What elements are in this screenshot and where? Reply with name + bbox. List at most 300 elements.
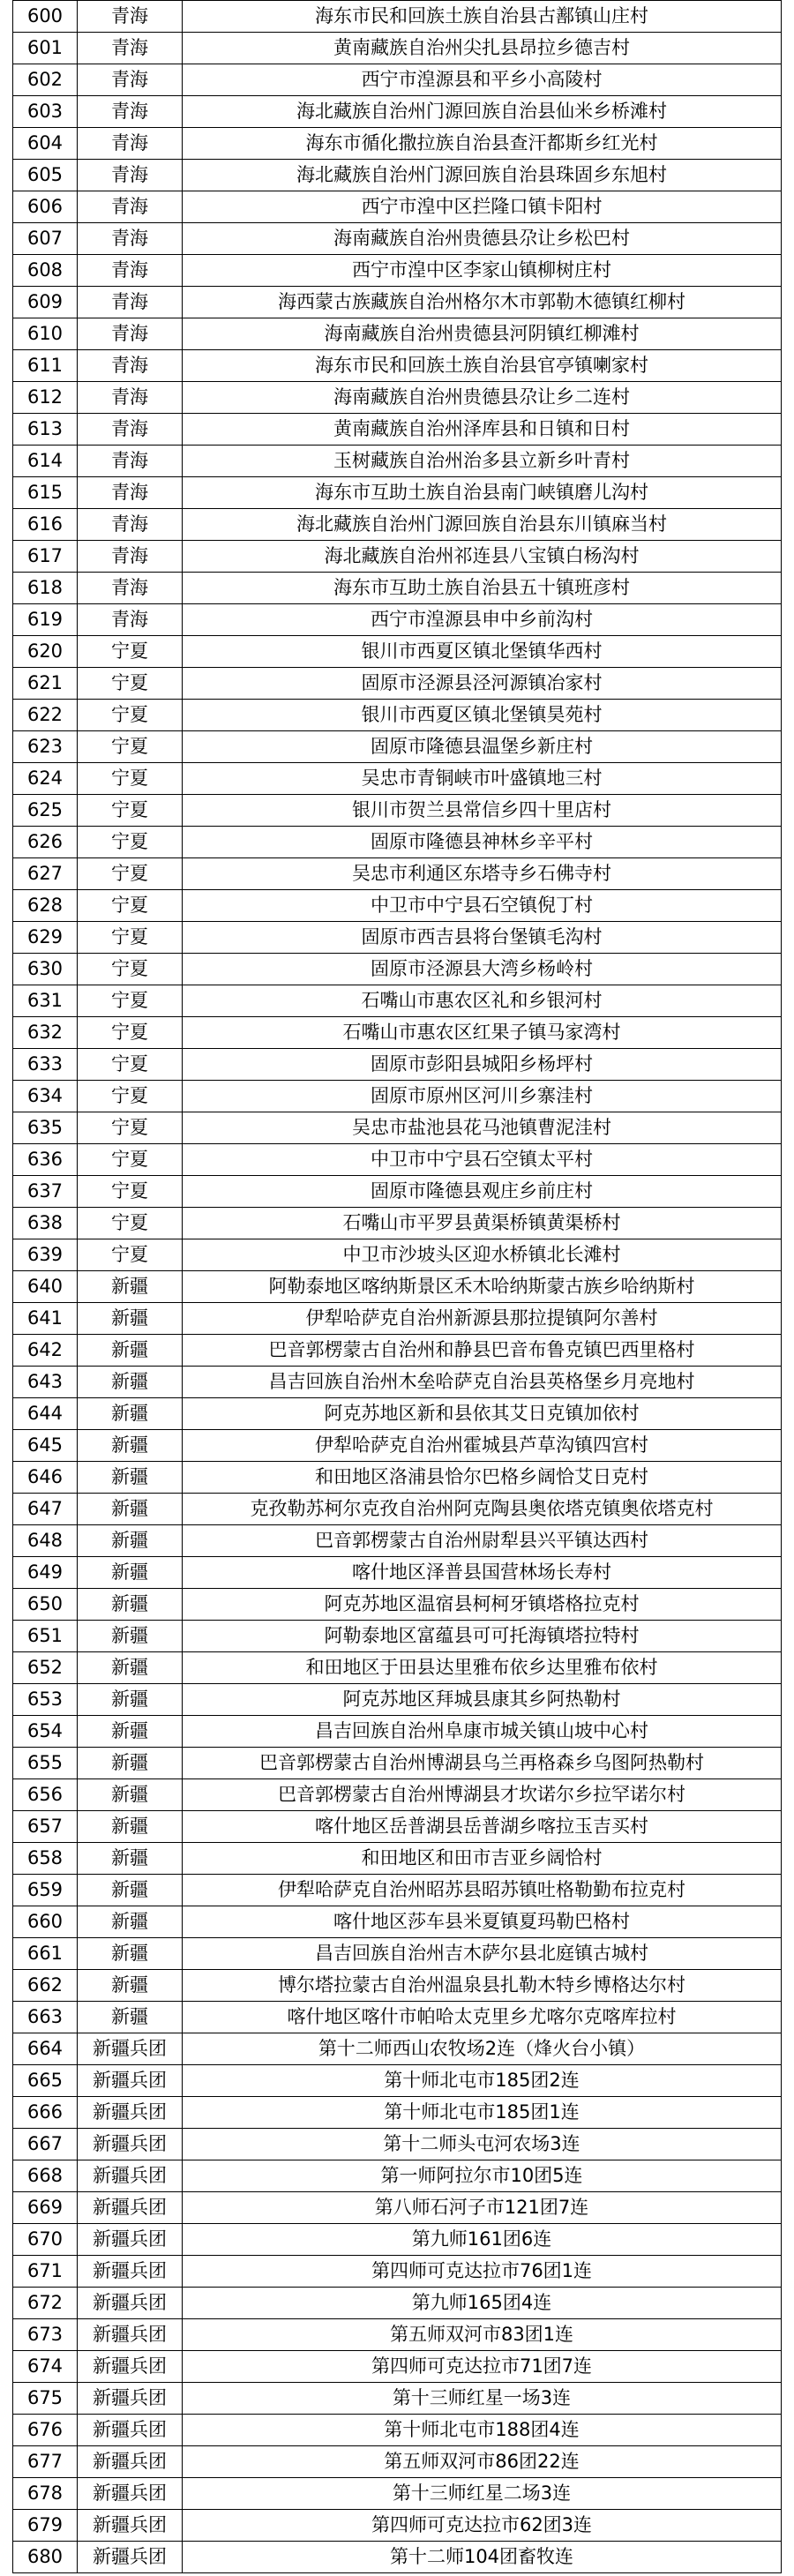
table-row	[13, 509, 782, 541]
table-row	[13, 1335, 782, 1367]
row-number: 616	[13, 509, 78, 541]
table-row	[13, 2256, 782, 2288]
row-province: 宁夏	[78, 763, 183, 795]
row-village-name: 巴音郭楞蒙古自治州博湖县才坎诺尔乡拉罕诺尔村	[183, 1779, 782, 1811]
row-village-name: 昌吉回族自治州吉木萨尔县北庭镇古城村	[183, 1938, 782, 1970]
row-village-name: 西宁市湟中区李家山镇柳树庄村	[183, 255, 782, 287]
row-village-name: 第五师双河市83团1连	[183, 2319, 782, 2351]
row-number: 656	[13, 1779, 78, 1811]
row-village-name: 第一师阿拉尔市10团5连	[183, 2160, 782, 2192]
table-row	[13, 1494, 782, 1525]
row-number: 651	[13, 1621, 78, 1652]
row-province: 新疆兵团	[78, 2383, 183, 2415]
row-number: 614	[13, 446, 78, 477]
row-number: 665	[13, 2065, 78, 2097]
table-row	[13, 1462, 782, 1494]
table-row	[13, 2383, 782, 2415]
table-row	[13, 922, 782, 954]
row-village-name: 海南藏族自治州贵德县尕让乡二连村	[183, 382, 782, 414]
table-row	[13, 2351, 782, 2383]
row-province: 宁夏	[78, 1144, 183, 1176]
table-row	[13, 2510, 782, 2542]
row-number: 643	[13, 1367, 78, 1398]
row-number: 629	[13, 922, 78, 954]
row-province: 青海	[78, 33, 183, 64]
row-number: 658	[13, 1843, 78, 1875]
row-province: 新疆	[78, 1938, 183, 1970]
row-number: 657	[13, 1811, 78, 1843]
row-province: 新疆	[78, 1843, 183, 1875]
table-row	[13, 954, 782, 985]
row-province: 青海	[78, 255, 183, 287]
row-province: 新疆兵团	[78, 2542, 183, 2573]
row-number: 674	[13, 2351, 78, 2383]
row-province: 新疆	[78, 1557, 183, 1589]
row-number: 653	[13, 1684, 78, 1716]
row-number: 627	[13, 858, 78, 890]
row-province: 新疆兵团	[78, 2097, 183, 2129]
row-province: 宁夏	[78, 668, 183, 700]
table-row	[13, 1017, 782, 1049]
table-row	[13, 1779, 782, 1811]
row-village-name: 喀什地区莎车县米夏镇夏玛勒巴格村	[183, 1906, 782, 1938]
row-village-name: 和田地区和田市吉亚乡阔恰村	[183, 1843, 782, 1875]
row-number: 603	[13, 96, 78, 128]
row-province: 青海	[78, 160, 183, 191]
row-number: 675	[13, 2383, 78, 2415]
table-row	[13, 763, 782, 795]
row-village-name: 吴忠市利通区东塔寺乡石佛寺村	[183, 858, 782, 890]
row-province: 宁夏	[78, 700, 183, 731]
row-village-name: 第十二师104团畜牧连	[183, 2542, 782, 2573]
row-province: 青海	[78, 573, 183, 604]
row-province: 宁夏	[78, 731, 183, 763]
row-number: 633	[13, 1049, 78, 1081]
row-province: 新疆	[78, 1970, 183, 2002]
table-row	[13, 2478, 782, 2510]
row-number: 606	[13, 191, 78, 223]
row-village-name: 伊犁哈萨克自治州新源县那拉提镇阿尔善村	[183, 1303, 782, 1335]
table-row	[13, 64, 782, 96]
row-province: 新疆	[78, 1684, 183, 1716]
row-village-name: 黄南藏族自治州尖扎县昂拉乡德吉村	[183, 33, 782, 64]
row-province: 新疆兵团	[78, 2033, 183, 2065]
row-village-name: 第十三师红星一场3连	[183, 2383, 782, 2415]
row-village-name: 固原市西吉县将台堡镇毛沟村	[183, 922, 782, 954]
row-province: 新疆	[78, 2002, 183, 2033]
row-number: 634	[13, 1081, 78, 1112]
row-province: 新疆	[78, 1462, 183, 1494]
table-row	[13, 1271, 782, 1303]
row-village-name: 海南藏族自治州贵德县河阴镇红柳滩村	[183, 318, 782, 350]
table-row	[13, 1811, 782, 1843]
row-village-name: 第五师双河市86团22连	[183, 2446, 782, 2478]
table-row	[13, 382, 782, 414]
row-number: 680	[13, 2542, 78, 2573]
table-row	[13, 1239, 782, 1271]
table-row	[13, 890, 782, 922]
row-village-name: 石嘴山市平罗县黄渠桥镇黄渠桥村	[183, 1208, 782, 1239]
row-village-name: 第九师165团4连	[183, 2288, 782, 2319]
row-village-name: 中卫市沙坡头区迎水桥镇北长滩村	[183, 1239, 782, 1271]
table-row	[13, 1, 782, 33]
row-village-name: 克孜勒苏柯尔克孜自治州阿克陶县奥依塔克镇奥依塔克村	[183, 1494, 782, 1525]
row-number: 655	[13, 1748, 78, 1779]
row-number: 636	[13, 1144, 78, 1176]
row-village-name: 石嘴山市惠农区红果子镇马家湾村	[183, 1017, 782, 1049]
row-number: 635	[13, 1112, 78, 1144]
row-village-name: 第八师石河子市121团7连	[183, 2192, 782, 2224]
table-row	[13, 636, 782, 668]
row-province: 青海	[78, 223, 183, 255]
row-number: 618	[13, 573, 78, 604]
row-number: 631	[13, 985, 78, 1017]
table-row	[13, 2097, 782, 2129]
row-number: 607	[13, 223, 78, 255]
row-number: 642	[13, 1335, 78, 1367]
row-number: 622	[13, 700, 78, 731]
table-row	[13, 414, 782, 446]
row-village-name: 阿克苏地区拜城县康其乡阿热勒村	[183, 1684, 782, 1716]
table-row	[13, 128, 782, 160]
row-village-name: 博尔塔拉蒙古自治州温泉县扎勒木特乡博格达尔村	[183, 1970, 782, 2002]
row-number: 615	[13, 477, 78, 509]
row-village-name: 巴音郭楞蒙古自治州和静县巴音布鲁克镇巴西里格村	[183, 1335, 782, 1367]
table-row	[13, 1049, 782, 1081]
row-province: 青海	[78, 541, 183, 573]
row-province: 新疆	[78, 1398, 183, 1430]
row-number: 640	[13, 1271, 78, 1303]
row-number: 654	[13, 1716, 78, 1748]
row-province: 宁夏	[78, 795, 183, 827]
row-number: 672	[13, 2288, 78, 2319]
table-row	[13, 477, 782, 509]
row-village-name: 吴忠市盐池县花马池镇曹泥洼村	[183, 1112, 782, 1144]
row-province: 新疆	[78, 1335, 183, 1367]
table-row	[13, 1748, 782, 1779]
row-village-name: 喀什地区岳普湖县岳普湖乡喀拉玉吉买村	[183, 1811, 782, 1843]
row-village-name: 昌吉回族自治州阜康市城关镇山坡中心村	[183, 1716, 782, 1748]
row-number: 648	[13, 1525, 78, 1557]
table-row	[13, 350, 782, 382]
row-number: 617	[13, 541, 78, 573]
row-village-name: 固原市原州区河川乡寨洼村	[183, 1081, 782, 1112]
table-row	[13, 1557, 782, 1589]
table-row	[13, 446, 782, 477]
row-number: 624	[13, 763, 78, 795]
row-province: 新疆兵团	[78, 2129, 183, 2160]
table-row	[13, 1875, 782, 1906]
table-row	[13, 827, 782, 858]
table-row	[13, 287, 782, 318]
row-village-name: 海北藏族自治州门源回族自治县仙米乡桥滩村	[183, 96, 782, 128]
row-province: 新疆兵团	[78, 2224, 183, 2256]
row-number: 663	[13, 2002, 78, 2033]
row-province: 宁夏	[78, 890, 183, 922]
row-province: 宁夏	[78, 1049, 183, 1081]
row-province: 青海	[78, 287, 183, 318]
row-number: 659	[13, 1875, 78, 1906]
row-province: 新疆	[78, 1652, 183, 1684]
row-village-name: 第四师可克达拉市71团7连	[183, 2351, 782, 2383]
row-number: 608	[13, 255, 78, 287]
row-province: 新疆兵团	[78, 2510, 183, 2542]
row-village-name: 固原市隆德县神林乡辛平村	[183, 827, 782, 858]
table-row	[13, 2319, 782, 2351]
table-row	[13, 1112, 782, 1144]
row-province: 宁夏	[78, 827, 183, 858]
row-village-name: 固原市泾源县泾河源镇冶家村	[183, 668, 782, 700]
table-row	[13, 2129, 782, 2160]
row-village-name: 海北藏族自治州门源回族自治县珠固乡东旭村	[183, 160, 782, 191]
table-row	[13, 668, 782, 700]
row-village-name: 银川市西夏区镇北堡镇华西村	[183, 636, 782, 668]
row-village-name: 和田地区洛浦县恰尔巴格乡阔恰艾日克村	[183, 1462, 782, 1494]
row-province: 青海	[78, 1, 183, 33]
table-row	[13, 1589, 782, 1621]
row-province: 宁夏	[78, 954, 183, 985]
table-row	[13, 1970, 782, 2002]
row-village-name: 海东市互助土族自治县五十镇班彦村	[183, 573, 782, 604]
table-row	[13, 318, 782, 350]
row-province: 新疆	[78, 1525, 183, 1557]
table-row	[13, 700, 782, 731]
row-village-name: 第九师161团6连	[183, 2224, 782, 2256]
row-number: 644	[13, 1398, 78, 1430]
row-village-name: 阿勒泰地区喀纳斯景区禾木哈纳斯蒙古族乡哈纳斯村	[183, 1271, 782, 1303]
table-row	[13, 1906, 782, 1938]
row-village-name: 和田地区于田县达里雅布依乡达里雅布依村	[183, 1652, 782, 1684]
row-province: 新疆兵团	[78, 2192, 183, 2224]
row-number: 630	[13, 954, 78, 985]
row-village-name: 海东市民和回族土族自治县古鄯镇山庄村	[183, 1, 782, 33]
table-row	[13, 1144, 782, 1176]
row-province: 新疆	[78, 1430, 183, 1462]
table-row	[13, 1176, 782, 1208]
row-village-name: 海南藏族自治州贵德县尕让乡松巴村	[183, 223, 782, 255]
row-village-name: 银川市贺兰县常信乡四十里店村	[183, 795, 782, 827]
row-number: 670	[13, 2224, 78, 2256]
table-row	[13, 604, 782, 636]
row-village-name: 西宁市湟源县申中乡前沟村	[183, 604, 782, 636]
row-number: 600	[13, 1, 78, 33]
row-number: 677	[13, 2446, 78, 2478]
table-row	[13, 858, 782, 890]
row-province: 宁夏	[78, 1208, 183, 1239]
row-province: 青海	[78, 350, 183, 382]
row-number: 676	[13, 2415, 78, 2446]
row-province: 新疆	[78, 1716, 183, 1748]
row-province: 宁夏	[78, 636, 183, 668]
table-row	[13, 1938, 782, 1970]
row-village-name: 西宁市湟中区拦隆口镇卡阳村	[183, 191, 782, 223]
row-province: 新疆兵团	[78, 2065, 183, 2097]
table-row	[13, 1081, 782, 1112]
row-province: 新疆兵团	[78, 2351, 183, 2383]
row-province: 新疆	[78, 1748, 183, 1779]
row-village-name: 昌吉回族自治州木垒哈萨克自治县英格堡乡月亮地村	[183, 1367, 782, 1398]
row-province: 宁夏	[78, 858, 183, 890]
table-row	[13, 1652, 782, 1684]
table-row	[13, 1716, 782, 1748]
row-number: 620	[13, 636, 78, 668]
row-number: 625	[13, 795, 78, 827]
row-province: 青海	[78, 509, 183, 541]
row-number: 632	[13, 1017, 78, 1049]
row-province: 新疆兵团	[78, 2415, 183, 2446]
table-row	[13, 2415, 782, 2446]
row-province: 青海	[78, 382, 183, 414]
row-province: 宁夏	[78, 1017, 183, 1049]
row-village-name: 第十三师红星二场3连	[183, 2478, 782, 2510]
table-row	[13, 2288, 782, 2319]
row-number: 678	[13, 2478, 78, 2510]
row-number: 612	[13, 382, 78, 414]
table-row	[13, 573, 782, 604]
row-number: 601	[13, 33, 78, 64]
row-village-name: 巴音郭楞蒙古自治州尉犁县兴平镇达西村	[183, 1525, 782, 1557]
table-row	[13, 985, 782, 1017]
row-village-name: 吴忠市青铜峡市叶盛镇地三村	[183, 763, 782, 795]
table-row	[13, 2224, 782, 2256]
table-row	[13, 1398, 782, 1430]
row-village-name: 伊犁哈萨克自治州霍城县芦草沟镇四宫村	[183, 1430, 782, 1462]
row-number: 668	[13, 2160, 78, 2192]
row-number: 610	[13, 318, 78, 350]
table-row	[13, 2542, 782, 2573]
table-row	[13, 795, 782, 827]
row-province: 新疆兵团	[78, 2478, 183, 2510]
table-row	[13, 2192, 782, 2224]
row-number: 664	[13, 2033, 78, 2065]
row-village-name: 黄南藏族自治州泽库县和日镇和日村	[183, 414, 782, 446]
row-number: 671	[13, 2256, 78, 2288]
row-province: 宁夏	[78, 1081, 183, 1112]
table-row	[13, 1208, 782, 1239]
row-province: 青海	[78, 128, 183, 160]
row-province: 新疆	[78, 1906, 183, 1938]
row-village-name: 海东市民和回族土族自治县官亭镇喇家村	[183, 350, 782, 382]
row-number: 619	[13, 604, 78, 636]
row-village-name: 喀什地区喀什市帕哈太克里乡尤喀尔克喀库拉村	[183, 2002, 782, 2033]
row-province: 青海	[78, 191, 183, 223]
row-village-name: 第十师北屯市185团1连	[183, 2097, 782, 2129]
row-number: 621	[13, 668, 78, 700]
row-number: 609	[13, 287, 78, 318]
row-village-name: 第四师可克达拉市62团3连	[183, 2510, 782, 2542]
row-village-name: 阿勒泰地区富蕴县可可托海镇塔拉特村	[183, 1621, 782, 1652]
row-number: 623	[13, 731, 78, 763]
row-number: 641	[13, 1303, 78, 1335]
table-row	[13, 160, 782, 191]
row-village-name: 海北藏族自治州门源回族自治县东川镇麻当村	[183, 509, 782, 541]
row-province: 青海	[78, 64, 183, 96]
row-number: 628	[13, 890, 78, 922]
row-province: 新疆兵团	[78, 2160, 183, 2192]
row-province: 新疆	[78, 1589, 183, 1621]
row-village-name: 第十师北屯市185团2连	[183, 2065, 782, 2097]
row-province: 新疆	[78, 1494, 183, 1525]
table-row	[13, 2002, 782, 2033]
row-village-name: 第十二师西山农牧场2连（烽火台小镇）	[183, 2033, 782, 2065]
row-village-name: 固原市隆德县观庄乡前庄村	[183, 1176, 782, 1208]
row-village-name: 海东市互助土族自治县南门峡镇磨儿沟村	[183, 477, 782, 509]
table-row	[13, 2446, 782, 2478]
table-row	[13, 1430, 782, 1462]
row-number: 679	[13, 2510, 78, 2542]
row-province: 青海	[78, 446, 183, 477]
row-number: 661	[13, 1938, 78, 1970]
row-province: 宁夏	[78, 1239, 183, 1271]
row-number: 650	[13, 1589, 78, 1621]
row-number: 602	[13, 64, 78, 96]
row-number: 613	[13, 414, 78, 446]
row-village-name: 第十二师头屯河农场3连	[183, 2129, 782, 2160]
row-village-name: 阿克苏地区新和县依其艾日克镇加依村	[183, 1398, 782, 1430]
row-province: 新疆	[78, 1271, 183, 1303]
row-province: 新疆	[78, 1875, 183, 1906]
table-body	[13, 1, 782, 2573]
table-row	[13, 1525, 782, 1557]
row-province: 青海	[78, 96, 183, 128]
row-number: 626	[13, 827, 78, 858]
row-number: 649	[13, 1557, 78, 1589]
row-village-name: 巴音郭楞蒙古自治州博湖县乌兰再格森乡乌图阿热勒村	[183, 1748, 782, 1779]
row-number: 645	[13, 1430, 78, 1462]
row-village-name: 固原市彭阳县城阳乡杨坪村	[183, 1049, 782, 1081]
table-row	[13, 541, 782, 573]
row-village-name: 伊犁哈萨克自治州昭苏县昭苏镇吐格勒勤布拉克村	[183, 1875, 782, 1906]
row-province: 新疆兵团	[78, 2256, 183, 2288]
row-village-name: 固原市泾源县大湾乡杨岭村	[183, 954, 782, 985]
row-province: 新疆	[78, 1621, 183, 1652]
row-village-name: 第四师可克达拉市76团1连	[183, 2256, 782, 2288]
row-province: 青海	[78, 477, 183, 509]
row-village-name: 中卫市中宁县石空镇太平村	[183, 1144, 782, 1176]
row-number: 604	[13, 128, 78, 160]
village-list-table	[12, 0, 782, 2573]
table-row	[13, 2065, 782, 2097]
table-row	[13, 96, 782, 128]
table-row	[13, 1367, 782, 1398]
row-village-name: 海北藏族自治州祁连县八宝镇白杨沟村	[183, 541, 782, 573]
row-province: 新疆兵团	[78, 2319, 183, 2351]
row-province: 青海	[78, 318, 183, 350]
row-province: 新疆	[78, 1303, 183, 1335]
table-row	[13, 731, 782, 763]
row-number: 646	[13, 1462, 78, 1494]
table-row	[13, 223, 782, 255]
row-province: 新疆兵团	[78, 2288, 183, 2319]
row-village-name: 西宁市湟源县和平乡小高陵村	[183, 64, 782, 96]
row-number: 669	[13, 2192, 78, 2224]
row-village-name: 第十师北屯市188团4连	[183, 2415, 782, 2446]
row-number: 667	[13, 2129, 78, 2160]
table-row	[13, 2033, 782, 2065]
table-row	[13, 33, 782, 64]
row-province: 青海	[78, 604, 183, 636]
row-province: 新疆	[78, 1811, 183, 1843]
row-village-name: 喀什地区泽普县国营林场长寿村	[183, 1557, 782, 1589]
row-province: 宁夏	[78, 922, 183, 954]
table-row	[13, 1621, 782, 1652]
row-province: 宁夏	[78, 1176, 183, 1208]
row-village-name: 中卫市中宁县石空镇倪丁村	[183, 890, 782, 922]
row-village-name: 海东市循化撒拉族自治县查汗都斯乡红光村	[183, 128, 782, 160]
row-province: 宁夏	[78, 985, 183, 1017]
table-row	[13, 1303, 782, 1335]
row-village-name: 阿克苏地区温宿县柯柯牙镇塔格拉克村	[183, 1589, 782, 1621]
